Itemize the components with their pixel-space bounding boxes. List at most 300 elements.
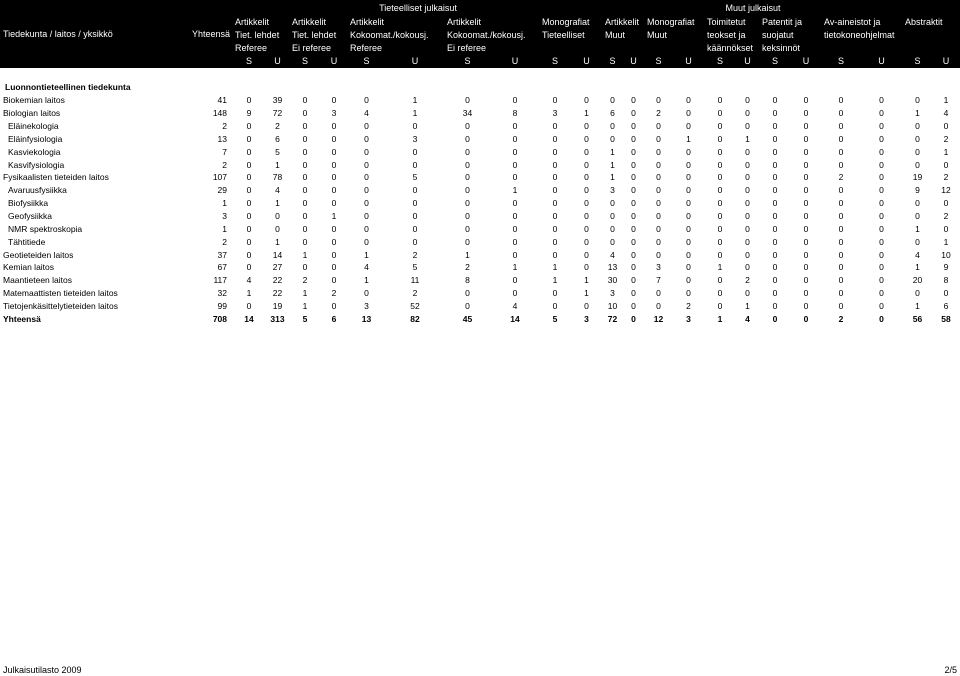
table-cell: 0 bbox=[879, 146, 884, 157]
table-cell: 52 bbox=[410, 300, 420, 311]
table-cell: 0 bbox=[331, 262, 337, 273]
table-cell: 0 bbox=[331, 159, 337, 170]
table-cell: 0 bbox=[745, 211, 750, 222]
column-header-5-line-3 bbox=[540, 41, 603, 55]
table-cell: 0 bbox=[552, 159, 558, 170]
table-cell: 9 bbox=[246, 108, 252, 119]
row-total: 117 bbox=[213, 275, 227, 286]
row-total: 1 bbox=[222, 223, 227, 234]
table-cell: 0 bbox=[552, 172, 558, 183]
table-cell: 1 bbox=[610, 159, 615, 170]
table-cell: 6 bbox=[610, 108, 615, 119]
table-cell: 0 bbox=[772, 223, 778, 234]
table-cell: 0 bbox=[803, 95, 809, 106]
table-cell: 0 bbox=[552, 95, 558, 106]
table-cell: 0 bbox=[631, 211, 636, 222]
table-cell: 72 bbox=[607, 313, 618, 324]
table-cell: 0 bbox=[879, 211, 884, 222]
table-cell: 0 bbox=[465, 288, 470, 299]
table-cell: 0 bbox=[717, 95, 723, 106]
header-unit-label: Tiedekunta / laitos / yksikkö bbox=[3, 29, 113, 39]
table-cell: 6 bbox=[943, 300, 949, 311]
table-cell: 0 bbox=[656, 288, 661, 299]
table-cell: 0 bbox=[364, 288, 369, 299]
table-cell: 0 bbox=[610, 236, 615, 247]
table-cell: 1 bbox=[943, 236, 949, 247]
row-total: 13 bbox=[217, 133, 227, 144]
table-cell: 3 bbox=[686, 313, 691, 324]
table-cell: 0 bbox=[717, 211, 723, 222]
table-cell: 0 bbox=[631, 288, 636, 299]
table-cell: 0 bbox=[745, 108, 750, 119]
table-cell: 0 bbox=[631, 95, 636, 106]
table-cell: 2 bbox=[275, 121, 280, 132]
table-cell: 4 bbox=[364, 108, 369, 119]
table-cell: 0 bbox=[879, 313, 884, 324]
table-cell: 0 bbox=[512, 95, 518, 106]
footer-page-number: 2/5 bbox=[944, 665, 957, 675]
column-header-9-line-2: suojatut bbox=[762, 30, 794, 40]
row-label: Maantieteen laitos bbox=[3, 275, 72, 286]
table-cell: 0 bbox=[656, 121, 661, 132]
table-row bbox=[0, 107, 960, 120]
row-label: Avaruusfysiikka bbox=[8, 185, 67, 196]
table-cell: 0 bbox=[512, 223, 518, 234]
column-header-2-line-2: Tiet. lehdet bbox=[292, 30, 337, 40]
su-header: U bbox=[511, 56, 519, 66]
su-header: U bbox=[411, 56, 419, 66]
table-cell: 0 bbox=[772, 198, 778, 209]
table-cell: 0 bbox=[631, 262, 636, 273]
table-cell: 0 bbox=[686, 108, 691, 119]
table-cell: 0 bbox=[656, 198, 661, 209]
table-cell: 0 bbox=[465, 172, 470, 183]
table-cell: 0 bbox=[838, 211, 844, 222]
table-cell: 0 bbox=[512, 133, 518, 144]
table-cell: 14 bbox=[272, 249, 283, 260]
table-cell: 0 bbox=[465, 223, 470, 234]
row-label: Biologian laitos bbox=[3, 108, 61, 119]
group-scientific-publications: Tieteelliset julkaisut bbox=[379, 3, 457, 13]
table-cell: 0 bbox=[552, 211, 558, 222]
row-label: Kasvifysiologia bbox=[8, 159, 65, 170]
table-cell: 0 bbox=[631, 313, 636, 324]
table-row bbox=[0, 222, 960, 235]
table-cell: 1 bbox=[717, 262, 723, 273]
table-cell: 9 bbox=[915, 185, 920, 196]
table-cell: 0 bbox=[552, 300, 558, 311]
table-cell: 0 bbox=[772, 172, 778, 183]
table-cell: 0 bbox=[631, 172, 636, 183]
table-cell: 0 bbox=[745, 223, 750, 234]
table-cell: 1 bbox=[584, 108, 589, 119]
table-cell: 0 bbox=[584, 185, 589, 196]
table-cell: 0 bbox=[717, 159, 723, 170]
table-cell: 0 bbox=[772, 146, 778, 157]
table-cell: 1 bbox=[686, 133, 691, 144]
table-cell: 0 bbox=[803, 249, 809, 260]
table-cell: 0 bbox=[584, 172, 589, 183]
column-header-3-line-2: Kokoomat./kokousj. bbox=[350, 30, 429, 40]
table-row bbox=[0, 312, 960, 325]
table-cell: 0 bbox=[631, 108, 636, 119]
table-cell: 0 bbox=[803, 133, 809, 144]
table-cell: 4 bbox=[915, 249, 920, 260]
table-cell: 0 bbox=[686, 288, 691, 299]
table-cell: 13 bbox=[607, 262, 618, 273]
su-header: S bbox=[655, 56, 662, 66]
table-cell: 1 bbox=[745, 133, 750, 144]
table-cell: 0 bbox=[879, 249, 884, 260]
table-cell: 0 bbox=[331, 249, 337, 260]
table-cell: 1 bbox=[915, 262, 920, 273]
table-cell: 3 bbox=[610, 185, 615, 196]
row-total: 32 bbox=[217, 288, 227, 299]
table-cell: 0 bbox=[686, 95, 691, 106]
table-cell: 0 bbox=[364, 185, 369, 196]
su-header: S bbox=[716, 56, 723, 66]
su-header: U bbox=[802, 56, 810, 66]
column-header-6-line-3 bbox=[603, 41, 645, 55]
table-cell: 0 bbox=[838, 185, 844, 196]
table-cell: 0 bbox=[584, 95, 589, 106]
table-cell: 0 bbox=[745, 159, 750, 170]
row-label: Kemian laitos bbox=[3, 262, 55, 273]
table-cell: 0 bbox=[465, 300, 470, 311]
table-cell: 0 bbox=[512, 249, 518, 260]
table-cell: 4 bbox=[512, 300, 518, 311]
table-cell: 0 bbox=[915, 146, 920, 157]
table-cell: 0 bbox=[879, 236, 884, 247]
header-total-label: Yhteensä bbox=[192, 29, 231, 39]
table-cell: 0 bbox=[302, 198, 308, 209]
table-cell: 0 bbox=[631, 300, 636, 311]
table-cell: 78 bbox=[272, 172, 283, 183]
su-header: S bbox=[837, 56, 844, 66]
table-cell: 0 bbox=[631, 121, 636, 132]
table-cell: 19 bbox=[272, 300, 283, 311]
table-cell: 0 bbox=[838, 121, 844, 132]
row-total: 2 bbox=[222, 236, 227, 247]
table-header bbox=[0, 0, 960, 68]
column-header-1-line-1: Artikkelit bbox=[235, 17, 270, 27]
table-cell: 0 bbox=[631, 223, 636, 234]
table-cell: 1 bbox=[552, 275, 558, 286]
table-cell: 1 bbox=[610, 146, 615, 157]
table-cell: 34 bbox=[462, 108, 473, 119]
row-label: Fysikaalisten tieteiden laitos bbox=[3, 172, 109, 183]
table-cell: 2 bbox=[412, 249, 418, 260]
table-row bbox=[0, 261, 960, 274]
row-label: Geotieteiden laitos bbox=[3, 249, 74, 260]
table-cell: 2 bbox=[943, 172, 949, 183]
table-cell: 0 bbox=[302, 159, 308, 170]
table-cell: 0 bbox=[512, 146, 518, 157]
table-cell: 0 bbox=[803, 172, 809, 183]
table-cell: 0 bbox=[717, 172, 723, 183]
table-cell: 0 bbox=[246, 95, 252, 106]
table-cell: 30 bbox=[607, 275, 618, 286]
row-total: 708 bbox=[212, 313, 227, 324]
table-row bbox=[0, 158, 960, 171]
table-cell: 0 bbox=[745, 249, 750, 260]
row-label: Tietojenkäsittelytieteiden laitos bbox=[3, 300, 118, 311]
table-cell: 0 bbox=[943, 121, 949, 132]
table-cell: 0 bbox=[772, 133, 778, 144]
table-cell: 0 bbox=[772, 262, 778, 273]
table-cell: 0 bbox=[552, 198, 558, 209]
table-cell: 0 bbox=[552, 288, 558, 299]
table-cell: 0 bbox=[943, 288, 949, 299]
table-cell: 0 bbox=[686, 262, 691, 273]
table-cell: 0 bbox=[745, 198, 750, 209]
table-cell: 0 bbox=[879, 133, 884, 144]
table-cell: 4 bbox=[943, 108, 949, 119]
table-cell: 0 bbox=[686, 159, 691, 170]
table-cell: 11 bbox=[410, 275, 420, 286]
column-header-10-line-2: tietokoneohjelmat bbox=[824, 30, 895, 40]
su-header: U bbox=[878, 56, 885, 66]
row-total: 3 bbox=[222, 211, 227, 222]
table-cell: 0 bbox=[717, 275, 723, 286]
table-cell: 0 bbox=[686, 121, 691, 132]
table-cell: 6 bbox=[331, 313, 337, 324]
table-cell: 12 bbox=[653, 313, 664, 324]
table-cell: 0 bbox=[838, 159, 844, 170]
table-cell: 0 bbox=[584, 223, 589, 234]
table-cell: 27 bbox=[272, 262, 283, 273]
table-cell: 0 bbox=[803, 121, 809, 132]
table-cell: 0 bbox=[772, 275, 778, 286]
table-cell: 0 bbox=[584, 249, 589, 260]
table-cell: 0 bbox=[552, 236, 558, 247]
table-cell: 5 bbox=[412, 262, 418, 273]
table-cell: 0 bbox=[686, 146, 691, 157]
table-cell: 4 bbox=[745, 313, 750, 324]
table-cell: 0 bbox=[610, 133, 615, 144]
table-cell: 0 bbox=[331, 146, 337, 157]
table-cell: 2 bbox=[465, 262, 470, 273]
table-cell: 0 bbox=[302, 185, 308, 196]
table-cell: 0 bbox=[465, 121, 470, 132]
footer-report-name: Julkaisutilasto 2009 bbox=[3, 665, 82, 675]
row-total: 1 bbox=[222, 198, 227, 209]
table-cell: 4 bbox=[610, 249, 615, 260]
table-cell: 0 bbox=[717, 236, 723, 247]
column-header-4-line-2: Kokoomat./kokousj. bbox=[447, 30, 526, 40]
table-cell: 0 bbox=[246, 300, 252, 311]
table-cell: 1 bbox=[610, 172, 615, 183]
table-cell: 0 bbox=[943, 198, 949, 209]
table-cell: 1 bbox=[364, 249, 369, 260]
table-cell: 1 bbox=[552, 262, 558, 273]
table-cell: 0 bbox=[717, 121, 723, 132]
table-cell: 0 bbox=[331, 121, 337, 132]
table-cell: 0 bbox=[364, 198, 369, 209]
row-label: Eläinekologia bbox=[8, 121, 59, 132]
table-cell: 0 bbox=[803, 288, 809, 299]
table-cell: 4 bbox=[246, 275, 252, 286]
table-cell: 0 bbox=[512, 288, 518, 299]
row-label: Kasviekologia bbox=[8, 146, 61, 157]
table-cell: 0 bbox=[246, 172, 252, 183]
table-cell: 0 bbox=[745, 288, 750, 299]
table-cell: 2 bbox=[302, 275, 308, 286]
su-header: U bbox=[942, 56, 950, 66]
table-cell: 0 bbox=[584, 133, 589, 144]
table-cell: 8 bbox=[465, 275, 470, 286]
table-cell: 0 bbox=[584, 300, 589, 311]
table-cell: 0 bbox=[879, 288, 884, 299]
table-cell: 0 bbox=[610, 223, 615, 234]
table-cell: 20 bbox=[912, 275, 923, 286]
table-cell: 0 bbox=[584, 159, 589, 170]
table-cell: 0 bbox=[686, 211, 691, 222]
table-cell: 0 bbox=[943, 159, 949, 170]
table-cell: 0 bbox=[772, 211, 778, 222]
table-cell: 0 bbox=[584, 146, 589, 157]
table-cell: 0 bbox=[717, 249, 723, 260]
table-cell: 0 bbox=[686, 172, 691, 183]
table-cell: 3 bbox=[552, 108, 558, 119]
table-row bbox=[0, 171, 960, 184]
table-cell: 39 bbox=[272, 95, 283, 106]
table-cell: 0 bbox=[246, 159, 252, 170]
table-cell: 0 bbox=[364, 236, 369, 247]
table-cell: 0 bbox=[552, 121, 558, 132]
table-row bbox=[0, 210, 960, 223]
table-cell: 0 bbox=[838, 275, 844, 286]
table-cell: 0 bbox=[838, 249, 844, 260]
table-cell: 0 bbox=[717, 300, 723, 311]
table-row bbox=[0, 235, 960, 248]
table-cell: 8 bbox=[512, 108, 518, 119]
table-cell: 0 bbox=[331, 236, 337, 247]
table-cell: 0 bbox=[364, 172, 369, 183]
table-cell: 0 bbox=[686, 275, 691, 286]
table-cell: 0 bbox=[246, 198, 252, 209]
table-cell: 0 bbox=[631, 146, 636, 157]
table-cell: 0 bbox=[584, 121, 589, 132]
statistics-table bbox=[0, 94, 960, 325]
table-cell: 0 bbox=[465, 185, 470, 196]
su-header: S bbox=[914, 56, 921, 66]
table-cell: 0 bbox=[686, 198, 691, 209]
table-cell: 0 bbox=[656, 249, 661, 260]
table-cell: 0 bbox=[772, 95, 778, 106]
row-total: 148 bbox=[212, 108, 227, 119]
table-cell: 0 bbox=[656, 211, 661, 222]
column-header-9-line-1: Patentit ja bbox=[762, 17, 803, 27]
table-cell: 0 bbox=[745, 95, 750, 106]
column-header-5-line-2: Tieteelliset bbox=[542, 30, 585, 40]
table-cell: 0 bbox=[552, 185, 558, 196]
table-cell: 0 bbox=[552, 133, 558, 144]
table-cell: 0 bbox=[803, 185, 809, 196]
table-cell: 0 bbox=[331, 172, 337, 183]
table-cell: 0 bbox=[246, 133, 252, 144]
table-cell: 0 bbox=[465, 236, 470, 247]
table-cell: 0 bbox=[656, 236, 661, 247]
table-cell: 0 bbox=[656, 146, 661, 157]
table-cell: 0 bbox=[610, 211, 615, 222]
table-cell: 0 bbox=[302, 236, 308, 247]
table-cell: 0 bbox=[772, 108, 778, 119]
table-cell: 0 bbox=[364, 159, 369, 170]
table-cell: 0 bbox=[772, 185, 778, 196]
table-cell: 0 bbox=[656, 159, 661, 170]
table-cell: 0 bbox=[584, 262, 589, 273]
table-cell: 0 bbox=[656, 223, 661, 234]
table-cell: 0 bbox=[686, 236, 691, 247]
column-header-11-line-1: Abstraktit bbox=[905, 17, 943, 27]
table-cell: 0 bbox=[803, 198, 809, 209]
table-cell: 0 bbox=[512, 211, 518, 222]
row-total: 67 bbox=[217, 262, 227, 273]
table-cell: 0 bbox=[465, 159, 470, 170]
table-cell: 45 bbox=[462, 313, 473, 324]
table-cell: 0 bbox=[552, 223, 558, 234]
table-cell: 0 bbox=[331, 275, 337, 286]
table-cell: 0 bbox=[943, 223, 949, 234]
row-label: Biofysiikka bbox=[8, 198, 49, 209]
table-cell: 1 bbox=[943, 95, 949, 106]
table-cell: 0 bbox=[364, 121, 369, 132]
table-row bbox=[0, 94, 960, 107]
table-cell: 0 bbox=[915, 159, 920, 170]
table-cell: 0 bbox=[331, 185, 337, 196]
table-cell: 2 bbox=[838, 313, 844, 324]
table-cell: 0 bbox=[246, 146, 252, 157]
table-cell: 4 bbox=[364, 262, 369, 273]
table-cell: 0 bbox=[512, 236, 518, 247]
table-cell: 0 bbox=[246, 121, 252, 132]
column-header-7-line-3 bbox=[645, 41, 705, 55]
table-cell: 0 bbox=[803, 108, 809, 119]
table-cell: 2 bbox=[943, 133, 949, 144]
table-cell: 0 bbox=[331, 223, 337, 234]
table-cell: 9 bbox=[943, 262, 949, 273]
table-row bbox=[0, 133, 960, 146]
row-label: NMR spektroskopia bbox=[8, 223, 83, 234]
table-cell: 0 bbox=[838, 133, 844, 144]
table-cell: 1 bbox=[745, 300, 750, 311]
table-cell: 0 bbox=[364, 211, 369, 222]
table-cell: 0 bbox=[745, 185, 750, 196]
table-cell: 0 bbox=[364, 133, 369, 144]
row-label: Eläinfysiologia bbox=[8, 133, 63, 144]
table-cell: 0 bbox=[302, 133, 308, 144]
table-cell: 1 bbox=[302, 249, 308, 260]
table-cell: 0 bbox=[803, 275, 809, 286]
table-cell: 0 bbox=[717, 288, 723, 299]
su-header: S bbox=[771, 56, 778, 66]
table-cell: 0 bbox=[772, 236, 778, 247]
table-cell: 0 bbox=[879, 172, 884, 183]
table-cell: 0 bbox=[631, 249, 636, 260]
table-cell: 0 bbox=[772, 121, 778, 132]
table-cell: 0 bbox=[803, 211, 809, 222]
table-cell: 0 bbox=[915, 288, 920, 299]
table-cell: 4 bbox=[275, 185, 280, 196]
table-cell: 1 bbox=[943, 146, 949, 157]
row-total: 107 bbox=[212, 172, 227, 183]
table-row bbox=[0, 197, 960, 210]
row-label: Matemaattisten tieteiden laitos bbox=[3, 288, 118, 299]
table-cell: 0 bbox=[364, 146, 369, 157]
table-cell: 0 bbox=[838, 300, 844, 311]
table-row bbox=[0, 248, 960, 261]
